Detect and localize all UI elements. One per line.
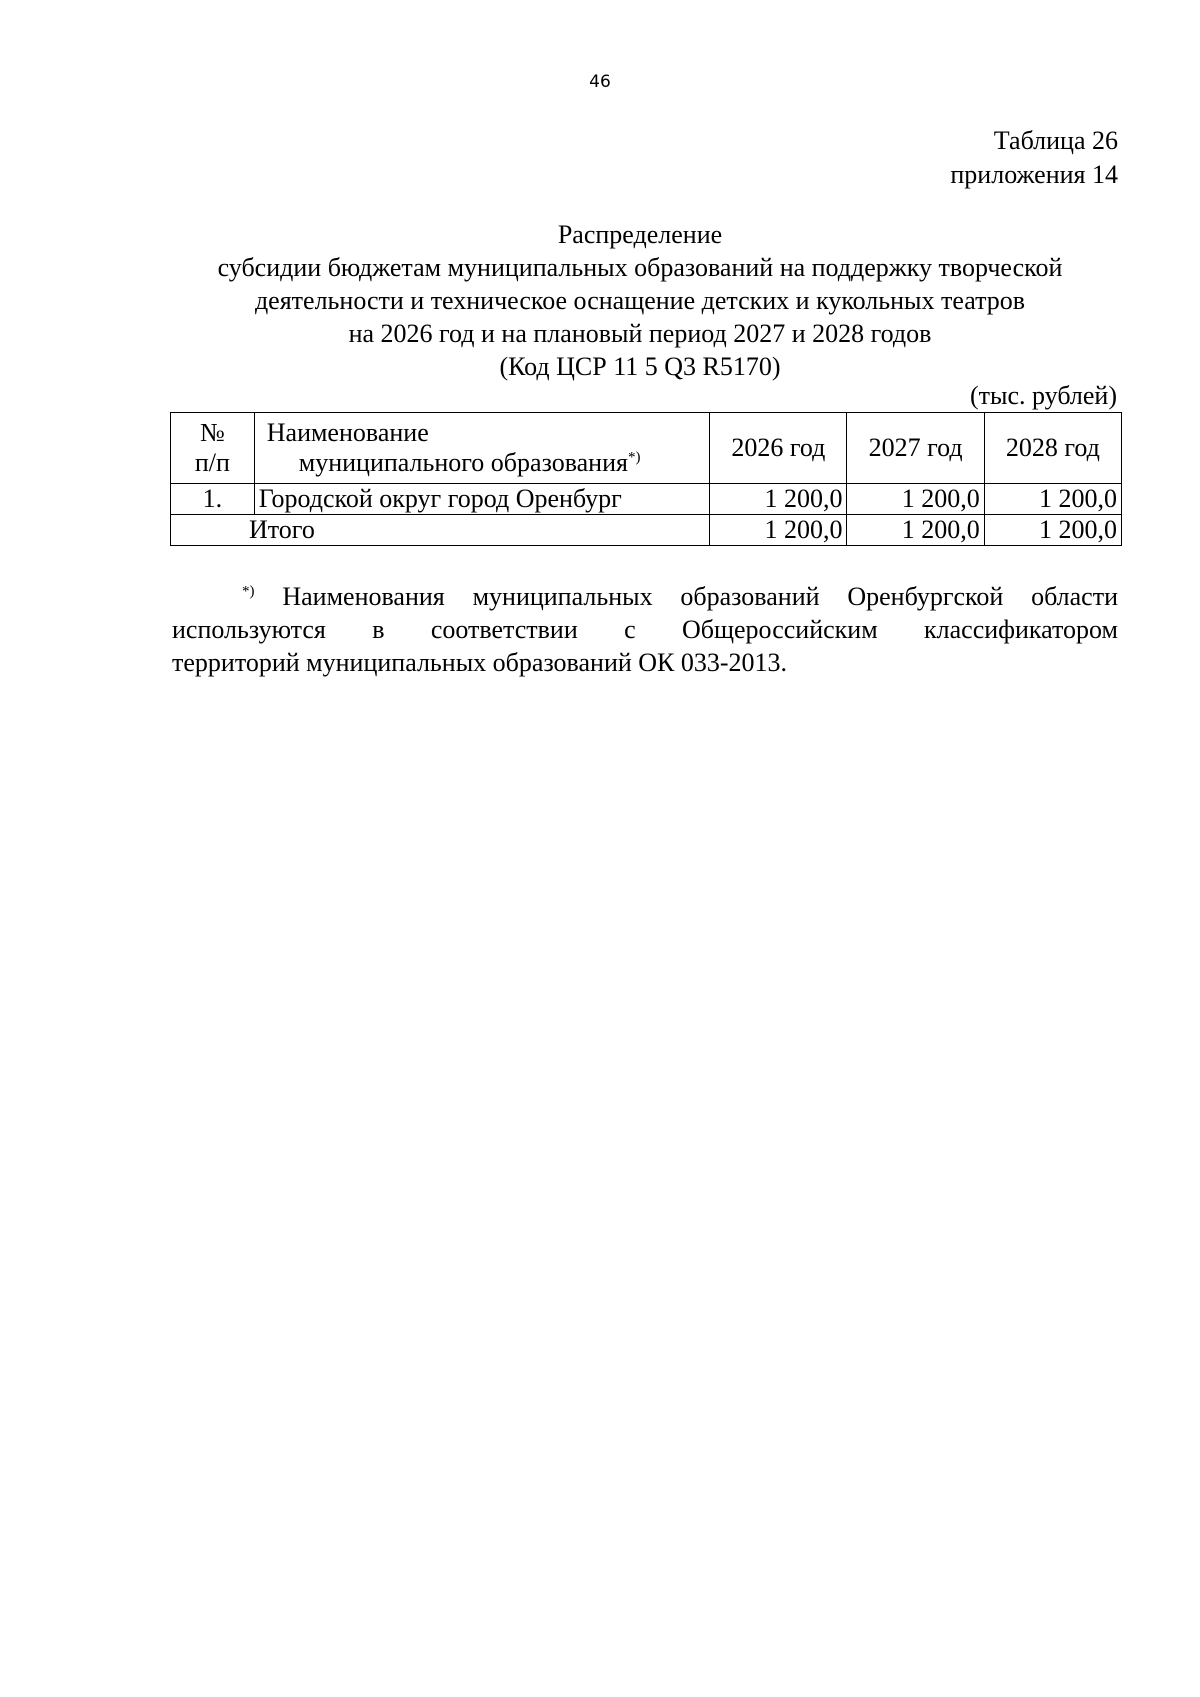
footnote-line-3: территорий муниципальных образований ОК 033-2013. <box>172 648 788 677</box>
distribution-table <box>170 412 1122 546</box>
table-row <box>171 484 1122 515</box>
document-title <box>160 218 1120 383</box>
footnote <box>172 580 1118 679</box>
title-line-5: (Код ЦСР 11 5 Q3 R5170) <box>499 352 781 381</box>
page-number: 46 <box>589 72 611 92</box>
row-name: Городской округ город Оренбург <box>254 484 709 515</box>
table-header-row <box>171 413 1122 484</box>
header-name-line-2-wrap <box>259 448 705 478</box>
row-number: 1. <box>171 484 255 515</box>
header-year-2028: 2028 год <box>984 413 1121 484</box>
footnote-line-1-wrap <box>172 580 1118 613</box>
total-value-2026: 1 200,0 <box>710 515 847 546</box>
row-value-2028: 1 200,0 <box>984 484 1121 515</box>
title-line-2: субсидии бюджетам муниципальных образований на поддержку творческой <box>217 253 1063 282</box>
title-line-4: на 2026 год и на плановый период 2027 и 2028 годов <box>348 319 932 348</box>
header-name <box>254 413 709 484</box>
header-number-line-1: № <box>199 418 225 447</box>
units-label: (тыс. рублей) <box>969 381 1117 410</box>
header-footnote-marker: *) <box>627 449 641 466</box>
header-number-line-2: п/п <box>194 448 230 477</box>
total-value-2028: 1 200,0 <box>984 515 1121 546</box>
title-line-1: Распределение <box>557 220 723 249</box>
table-reference-line-1: Таблица 26 <box>993 126 1118 155</box>
row-value-2027: 1 200,0 <box>847 484 984 515</box>
footnote-marker: *) <box>242 583 255 600</box>
row-value-2026: 1 200,0 <box>710 484 847 515</box>
total-label: Итого <box>171 515 710 546</box>
total-value-2027: 1 200,0 <box>847 515 984 546</box>
footnote-line-1: Наименования муниципальных образований Оренбургской области <box>282 582 1118 611</box>
header-name-line-2: муниципального образования <box>298 448 628 477</box>
header-year-2026: 2026 год <box>710 413 847 484</box>
footnote-line-2: используются в соответствии с Общероссийским классификатором <box>172 615 1118 644</box>
header-year-2027: 2027 год <box>847 413 984 484</box>
table-total-row <box>171 515 1122 546</box>
title-line-3: деятельности и техническое оснащение детских и кукольных театров <box>254 286 1026 315</box>
header-number <box>171 413 255 484</box>
table-reference-line-2: приложения 14 <box>950 160 1118 189</box>
table-reference <box>950 124 1118 192</box>
header-name-line-1: Наименование <box>266 418 429 447</box>
